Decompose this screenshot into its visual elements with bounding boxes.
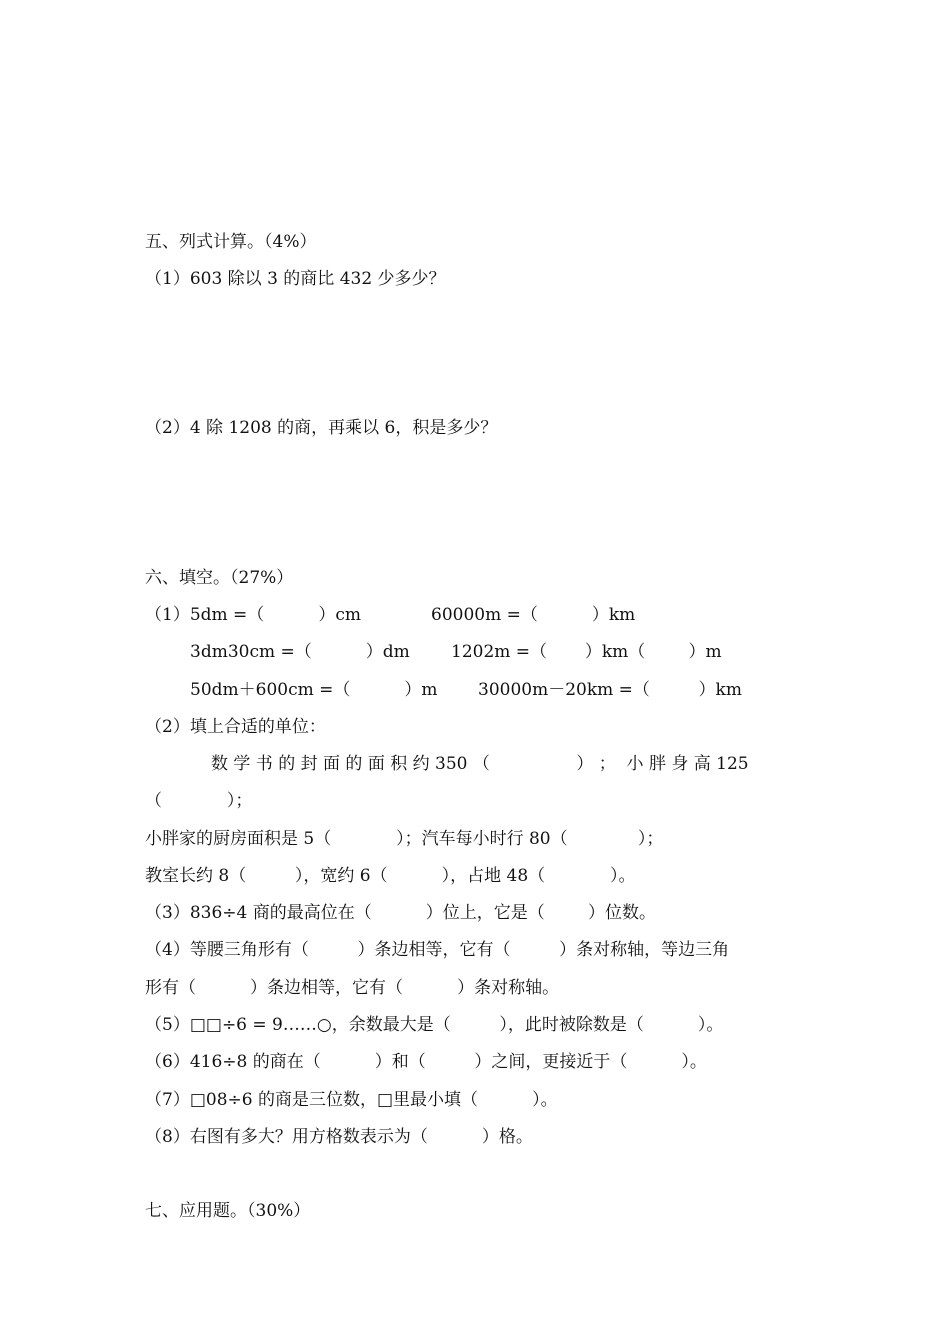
q4-line-b: 形有（ ）条边相等，它有（ ）条对称轴。 — [145, 978, 560, 998]
q2-line-c: 小胖家的厨房面积是 5（ ）；汽车每小时行 80（ ）； — [145, 829, 664, 849]
q3: （3）836÷4 商的最高位在（ ）位上，它是（ ）位数。 — [145, 903, 656, 923]
section-6-title: 六、填空。（27%） — [145, 568, 294, 588]
q2-line-d: 教室长约 8（ ），宽约 6（ ），占地 48（ ）。 — [145, 866, 636, 886]
q5: （5）□□÷6 = 9……○，余数最大是（ ），此时被除数是（ ）。 — [145, 1015, 724, 1035]
q1-conversion-b: 60000m =（ ）km — [431, 605, 636, 625]
q2-line-b: （ ）； — [145, 791, 253, 811]
q2-line-a: 数 学 书 的 封 面 的 面 积 约 350 （ ） ； 小 胖 身 高 125 — [211, 754, 749, 774]
q1-conversion-a: （1）5dm =（ ）cm — [145, 605, 361, 625]
q2-prompt: （2）填上合适的单位： — [145, 717, 326, 737]
section-5-title: 五、列式计算。（4%） — [145, 232, 317, 252]
q1-conversion-e: 50dm＋600cm =（ ）m — [190, 680, 438, 700]
q7: （7）□08÷6 的商是三位数，□里最小填（ ）。 — [145, 1090, 558, 1110]
q1-conversion-c: 3dm30cm =（ ）dm — [190, 642, 410, 662]
q1-conversion-f: 30000m－20km =（ ）km — [478, 680, 742, 700]
section-5-question-1: （1）603 除以 3 的商比 432 少多少？ — [145, 269, 446, 289]
section-7-title: 七、应用题。（30%） — [145, 1201, 311, 1221]
section-5-question-2: （2）4 除 1208 的商，再乘以 6，积是多少？ — [145, 418, 498, 438]
q6: （6）416÷8 的商在（ ）和（ ）之间，更接近于（ ）。 — [145, 1052, 707, 1072]
q1-conversion-d: 1202m =（ ）km（ ）m — [451, 642, 722, 662]
q8: （8）右图有多大？用方格数表示为（ ）格。 — [145, 1127, 533, 1147]
q4-line-a: （4）等腰三角形有（ ）条边相等，它有（ ）条对称轴，等边三角 — [145, 940, 730, 960]
